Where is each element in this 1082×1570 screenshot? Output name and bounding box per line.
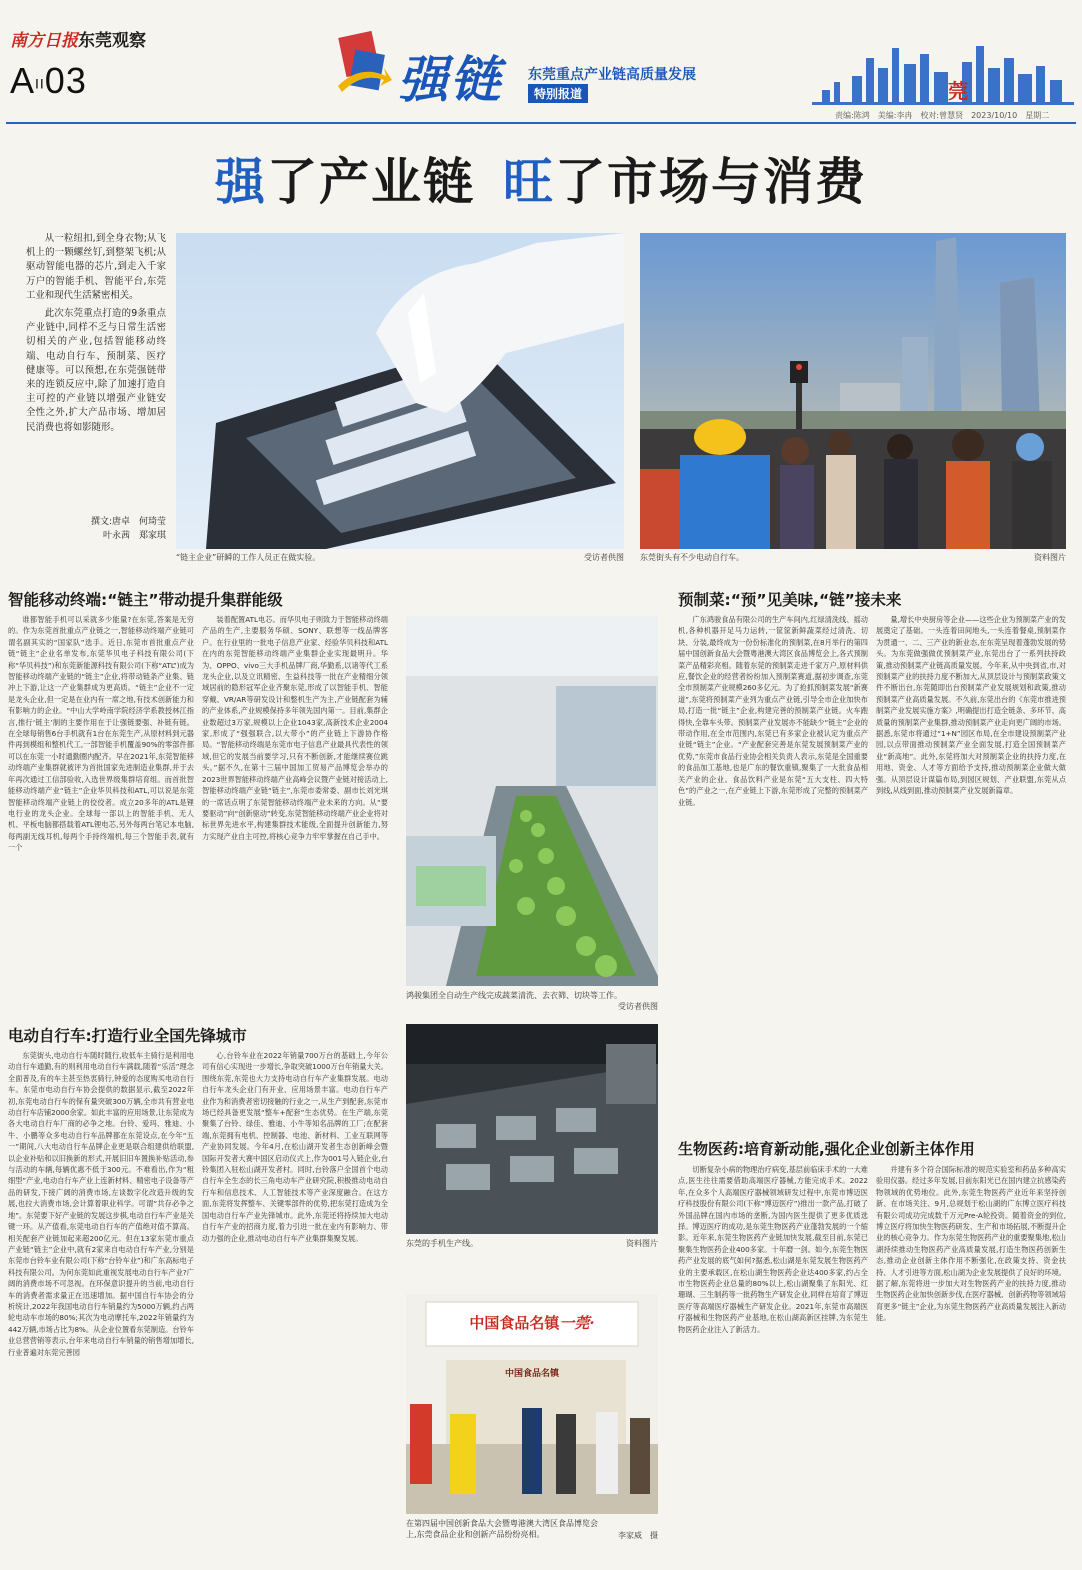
masthead-newspaper-name: 南方日报 <box>10 31 78 51</box>
food-expo-banner: 中国食品名镇一莞· <box>469 1314 595 1332</box>
food-expo-sub-banner: 中国食品名镇 <box>504 1369 559 1379</box>
section-mobile-column-1: 谁都智能手机可以采就多少能量?在东莞,答案是无穷的。作为东莞首批重点产业链之一,智能移动终端产业链可谓名副其实的“国家队”选手。近日,东莞市首批重点产业链“链主”企业名单发布,东莞华贝电子科技有限公司(下称“华贝科技”)和东莞新能源科技有限公司(下称“ATL”)成为智能移动终端产业链的“链主”企业,将带动链条产业集、链冲上下游,让这一产业集群成为更高质。“链主”企业不一定是龙头企业,但一定是在业内有一席之地,有技术创新能力和有影响力的企业。“中山大学岭南学院经济学系教授林江指言,推行‘链主’制的主要作用在于让强链要强、补链有链。在全球每销售6台手机就有1台在东莞生产,从原材料到元器件再到模组和整机代工,一部智能手机覆盖90%的零部件都可以在东莞一小时通勤圈内配齐。早在2021年,东莞智能移动终端产业集群就被评为首批国家先进制造业集群,并于去年再次通过工信部验收,入选世界级集群培育组。而首批智能移动终端产业“链主”企业华贝科技和ATL,可以说是东莞智能移动终端产业链上的佼佼者。成立20多年的ATL是锂电行业的龙头企业。全球每一部以上的智能手机、无人机、平板电脑都搭载着ATL锂电芯,另外每两台笔记本电脑,每两副无线耳机,每两个手持终端机,每三个智能手表,就有一个 <box>8 615 194 853</box>
factory-photo-source: 受访者供图 <box>618 1002 658 1011</box>
street-photo <box>640 233 1066 549</box>
phone-line-photo-source: 资料图片 <box>626 1239 658 1248</box>
page-number: AII03 <box>10 60 87 101</box>
masthead <box>10 26 146 51</box>
food-expo-photo-source: 李家威 摄 <box>618 1531 658 1540</box>
section-bio-column-1: 切断复杂小病的物理治疗病变,基层前临床手术的一大难点,医生往往需要借助高端医疗器械,方能完成手术。2022年,在众多个人高端医疗器械领域研发过程中,东莞市博迈医疗科技股份有限公司(下称“博迈医疗”)推出一款产品,打破了外国品牌在国内市场的垄断,为国内医生提供了更多优质选择。博迈医疗的成功,是东莞生物医药产业蓬勃发展的一个缩影。近年来,东莞生物医药产业链加快发展,截至目前,东莞已聚集生物医药企业400多家。十年磨一剑。如今,东莞生物医药产业发展的底气如何?据悉,松山湖是东莞发展生物医药产业的主要承载区,在松山湖生物医药企业达400多家,约占全市生物医药企业总量的80%以上,松山湖聚集了东阳光、红珊瑚、三生制药等一批药物生产研发企业,同样在培育了博迈医疗等高端医疗器械生产研发企业。2021年,东莞市高端医疗器械和生物医药产业基地,在松山湖高新区挂牌,为东莞生物医药企业注入了新活力。 <box>678 1165 868 1334</box>
factory-photo-caption: 鸿骏集团全自动生产线完成蔬菜清洗、去衣筛、切块等工作。 <box>406 991 622 1000</box>
food-expo-banner-script: 一莞· <box>559 1314 595 1332</box>
column-title: 强链 <box>398 50 502 109</box>
intro-text <box>26 232 166 439</box>
street-photo-source: 资料图片 <box>1034 553 1066 562</box>
page-headline: 强了产业链 旺了市场与消费 <box>215 152 867 211</box>
street-photo-caption: 东莞街头有不少电动自行车。 <box>640 553 744 562</box>
byline: 撰文:唐卓 何琦莹 叶永茜 郑家琪 <box>90 517 166 541</box>
lab-photo <box>176 233 624 549</box>
section-ebike-column-1: 东莞街头,电动自行车随时随行,收低车主骑行是利用电动自行车通勤,有的则利用电动自行车满载,随着“乐活”理念全面普及,有的车主甚至热衷骑行,钟爱的态度购买电动自行车。东莞市电动自行车协会提供的数据显示,截至2022年初,东莞电动自行车的保有量突破300万辆,全市共有营业电动自行车店铺2000余家。如此丰富的应用场景,让东莞成为各大电动自行车厂商的必争之地。台铃、爱玛、雅迪、小牛、小鹏等众多电动自行车品牌都在东莞设点,在今年“五一”期间,八大电动自行车品牌企业更是联合组建供给联盟,以企业补贴和以旧换新的形式,开展旧旧车置换补贴活动,参与活动的车辆,每辆优惠不低于300元。不难看出,作为“粗细型”产业,电动自行车产业上连新材料、精密电子设备等产品的研发,下接广阔的消费市场,左谈数字化改造升级的发展,也拉大消费市场,会计算着职业科学。可谓“共存必争之地”。东莞要下好产业链的发展这步棋,电动自行车产业是关键一环。从产值看,东莞电动自行车的产值绝对值不算高。相关配套产业链加起来超200亿元。但在13家东莞市重点产业链“链主”企业中,就有2家来自电动自行车产业,分别是东莞市台铃车业有限公司(下称“台铃车业”)和广东高标电子科技有限公司。为何东莞如此重视发展电动自行车产业?广阔的消费市场不可忽视。在环保意识提升的当前,电动自行车的消费者需求量正在迅速增加。据中国自行车协会的分析统计,2022年我国电动自行车销量约为5000万辆,约占两轮电动车市场的80%;其次为电动摩托车,2022年销量约为442万辆,市场占比为8%。从企业位置看东莞制造。台铃车业总营营销等表示,台年来电动自行车销量的销售增加增长,行业普遍对东莞完善园 <box>8 1051 194 1357</box>
chain-logo-icon <box>334 24 392 100</box>
section-food-column-2: 量,增长中央厨房等企业——这些企业为预制菜产业的发展奠定了基础。一头连着田间地头,一头连着餐桌,预制菜作为贯通一、二、三产业的新业态,在东莞呈现着蓬勃发展的势头。为东莞做强做优预制菜产业,东莞出台了一系列扶持政策,推动预制菜产业链高质量发展。今年来,从中央到省,市,对预制菜产业的扶持力度不断加大,从顶层设计与预制菜政策文件不断出台,东莞随即出台预制菜产业发展规划和政策,推动预制菜产业高质量发展。不久前,东莞出台的《东莞市推进预制菜产业发展实施方案》,明确提出打造全链条、多环节、高质量的预制菜产业集群,推动预制菜产业走向更广阔的市场。据悉,东莞市将通过“1+N”园区布局,在全市建设预制菜产业园,以点带面推动预制菜产业全面发展,打造全国预制菜产业“新高地”。此外,东莞将加大对预制菜企业的扶持力度,在用地、资金、人才等方面给予支持,推动预制菜企业做大做强。从顶层设计谋篇布局,到园区规划、产业联盟,东莞从点到线,从线到面,推动预制菜产业发展新篇章。 <box>876 615 1066 796</box>
special-report-label: 特别报道 <box>528 84 588 103</box>
section-title-food: 预制菜:“预”见美味,“链”接未来 <box>678 591 902 609</box>
intro-paragraph: 从一粒纽扣,到全身衣物;从飞机上的一颗螺丝钉,到整架飞机;从驱动智能电器的芯片,到走入千家万户的智能手机、智能平台,东莞工业和现代生活紧密相关。 <box>26 233 166 301</box>
phone-line-photo <box>406 1024 658 1234</box>
editor-credits: 责编:陈鸿 美编:李冉 校对:曾慧贤 2023/10/10 星期二 <box>835 111 1050 120</box>
intro-paragraph: 此次东莞重点打造的9条重点产业链中,同样不乏与日常生活密切相关的产业,包括智能移动终端、电动自行车、预制菜、医疗健康等。可以预想,在东莞强链带来的连锁反应中,除了加速打造自主可控的产业链以增强产业链安全性之外,扩大产品市场、增加居民消费也将如影随形。 <box>26 308 166 433</box>
section-bio-column-2: 并建有多个符合国际标准的规范实验室和药品多种高实验用仪器。经过多年发展,目前东阳光已在国内建立抗感染药物领域的优势地位。此外,东莞生物医药产业近年来坚持创新、在市场关注、9月,总规划于松山湖的广东博立医疗科技有限公司成功完成数千万元Pre-A轮投资。随着资金的到位,博立医疗将加快生物医药研发、生产和市场拓展,不断提升企业的核心竞争力。作为东莞生物医药产业的重要聚集地,松山湖持续推动生物医药产业高质量发展,打造生物医药创新生态,推动企业创新主体作用不断强化,在政策支持、资金扶持、人才引进等方面,松山湖为企业发展提供了良好的环境。据了解,东莞将进一步加大对生物医药产业的扶持力度,推动生物医药企业加快创新步伐,在医疗器械、创新药物等领域培育更多“链主”企业,为东莞生物医药产业高质量发展注入新动能。 <box>876 1165 1066 1323</box>
svg-text:莞: 莞 <box>948 79 968 103</box>
food-expo-photo-caption: 在第四届中国创新食品大会暨粤港澳大湾区食品博览会上,东莞食品企业和创新产品纷纷亮相。 <box>406 1519 598 1539</box>
section-title-bio: 生物医药:培育新动能,强化企业创新主体作用 <box>678 1140 975 1158</box>
section-mobile-column-2: 装着配置ATL电芯。而华贝电子则致力于智能移动终端产品的生产,主要服务华硕、SONY、联想等一线品牌客户。在行业里的一批电子信息产业家、经验华贝科技和ATL在内的东莞智能移动终端产业集群企业实现最明升。华为、OPPO、vivo三大手机品牌厂商,华勤系,以诸等代工系龙头企业,以及立讯精密、生益科技等一批在产业精细分领域居前的隐形冠军企业齐聚东莞,形成了以智能手机、智能穿戴、VR/AR等研发设计和整机生产为主,产业链配套为辅的产业体系,产业规模保持多年领先国内第一。目前,集群企业数超过3万家,规模以上企业1043家,高新技术企业2004家,形成了“强强联合,以大带小”的产业链上下游协作格局。“智能移动终端是东莞市电子信息产业最具代表性的领域,但它的发展当前要学习,只有不断创新,才能继续赛位跳头。”据不久,在第十三届中国加工贸易产品博览会举办的2023世界智能移动终端产业高峰会议暨产业链对接活动上,智能移动终端产业链“链主”,东莞市委常委、副市长刘光琪的一席话点明了东莞智能移动终端产业未来的方向。从“要要驱动”向“创新驱动”转变,东莞智能移动终端产业企业将对标世界先进水平,构建集群技术能级,全面提升创新能力,努力实现产业自主可控,将核心竞争力牢牢掌握在自己手中。 <box>202 615 388 841</box>
section-title-ebike: 电动自行车:打造行业全国先锋城市 <box>8 1027 247 1045</box>
header-rule <box>6 122 1076 124</box>
city-skyline-icon <box>812 38 1074 108</box>
phone-line-photo-caption: 东莞的手机生产线。 <box>406 1239 478 1248</box>
section-title-mobile: 智能移动终端:“链主”带动提升集群能级 <box>8 591 283 609</box>
lab-photo-source: 受访者供图 <box>584 553 624 562</box>
factory-photo <box>406 616 658 986</box>
section-ebike-column-2: 心,台铃车业在2022年销量700万台的基础上,今年公司有信心实现进一步增长,争取突破1000万台年销量大关。围绕东莞,东莞也大力支持电动自行车产业集群发展。电动自行车龙头企业门有开业、应用场景丰富。电动自行车产业作为和消费者密切接触的行业之一,从生产到配套,东莞市场已经具备更发展“整车+配套”生态优势。在生产端,东莞聚集了台铃、绿佳、雅迪、小牛等知名品牌的工厂;在配套端,东莞拥有电机、控制器、电池、新材料、工业互联网等产业协同发展。今年4月,在松山湖开发者生态创新峰会暨国际开发者大赛中国区启动仪式上,作为001号入链企业,台铃集团入驻松山湖开发者村。同时,台铃落户全国首个电动自行车全生态的长三角电动车产业研究院,积极推动电动自行车和信息技术、人工智能技术等产业深度融合。在这方面,东莞将发挥整车、关键零部件的优势,把东莞打造成为全国电动自行车产业先锋城市。此外,东莞还将持续加大电动自行车产业的招商力度,着力引进一批在业内有影响力、带动力强的企业,推动电动自行车产业集群集聚发展。 <box>202 1051 388 1243</box>
lab-photo-caption: “链主企业”研瞬的工作人员正在做实验。 <box>176 553 321 562</box>
series-title: 东莞重点产业链高质量发展 <box>528 67 696 83</box>
masthead-column-name: 东莞观察 <box>78 31 146 51</box>
section-food-column-1: 广东鸿骏食品有限公司的生产车间内,红绿清洗线、摇动机,各种机器开足马力运转,一筐筐新鲜蔬菜经过清洗、切块、分装,最终成为一份份标准化的预制菜,在8月举行的第四届中国创新食品大会暨粤港澳大湾区食品博览会上,各式预制菜产品精彩亮相。随着东莞的预制菜走进千家万户,原材料供应,餐饮企业的经营者纷纷加入预制菜赛道,据初步调查,东莞全市预制菜产业规模260多亿元。为了抢抓预制菜发展“新赛道”,东莞将预制菜产业列为重点产业链,引导全市企业加快布局,打造一批“链主”企业,构建完善的预制菜产业链。火车跑得快,全靠车头带。预制菜产业发展亦不能缺少“链主”企业的带动作用,在全市范围内,东莞已有多家企业被认定为重点产业链“链主”企业。“产业配套完善是东莞发展预制菜产业的优势,”东莞市食品行业协会相关负责人表示,东莞是全国重要的食品加工基地,也是广东的餐饮重镇,聚集了一大批食品相关产业的企业。食品饮料产业是东莞“五大支柱、四大特色”的产业之一,在产业链上下游,东莞形成了完整的预制菜产业链。 <box>678 615 868 807</box>
